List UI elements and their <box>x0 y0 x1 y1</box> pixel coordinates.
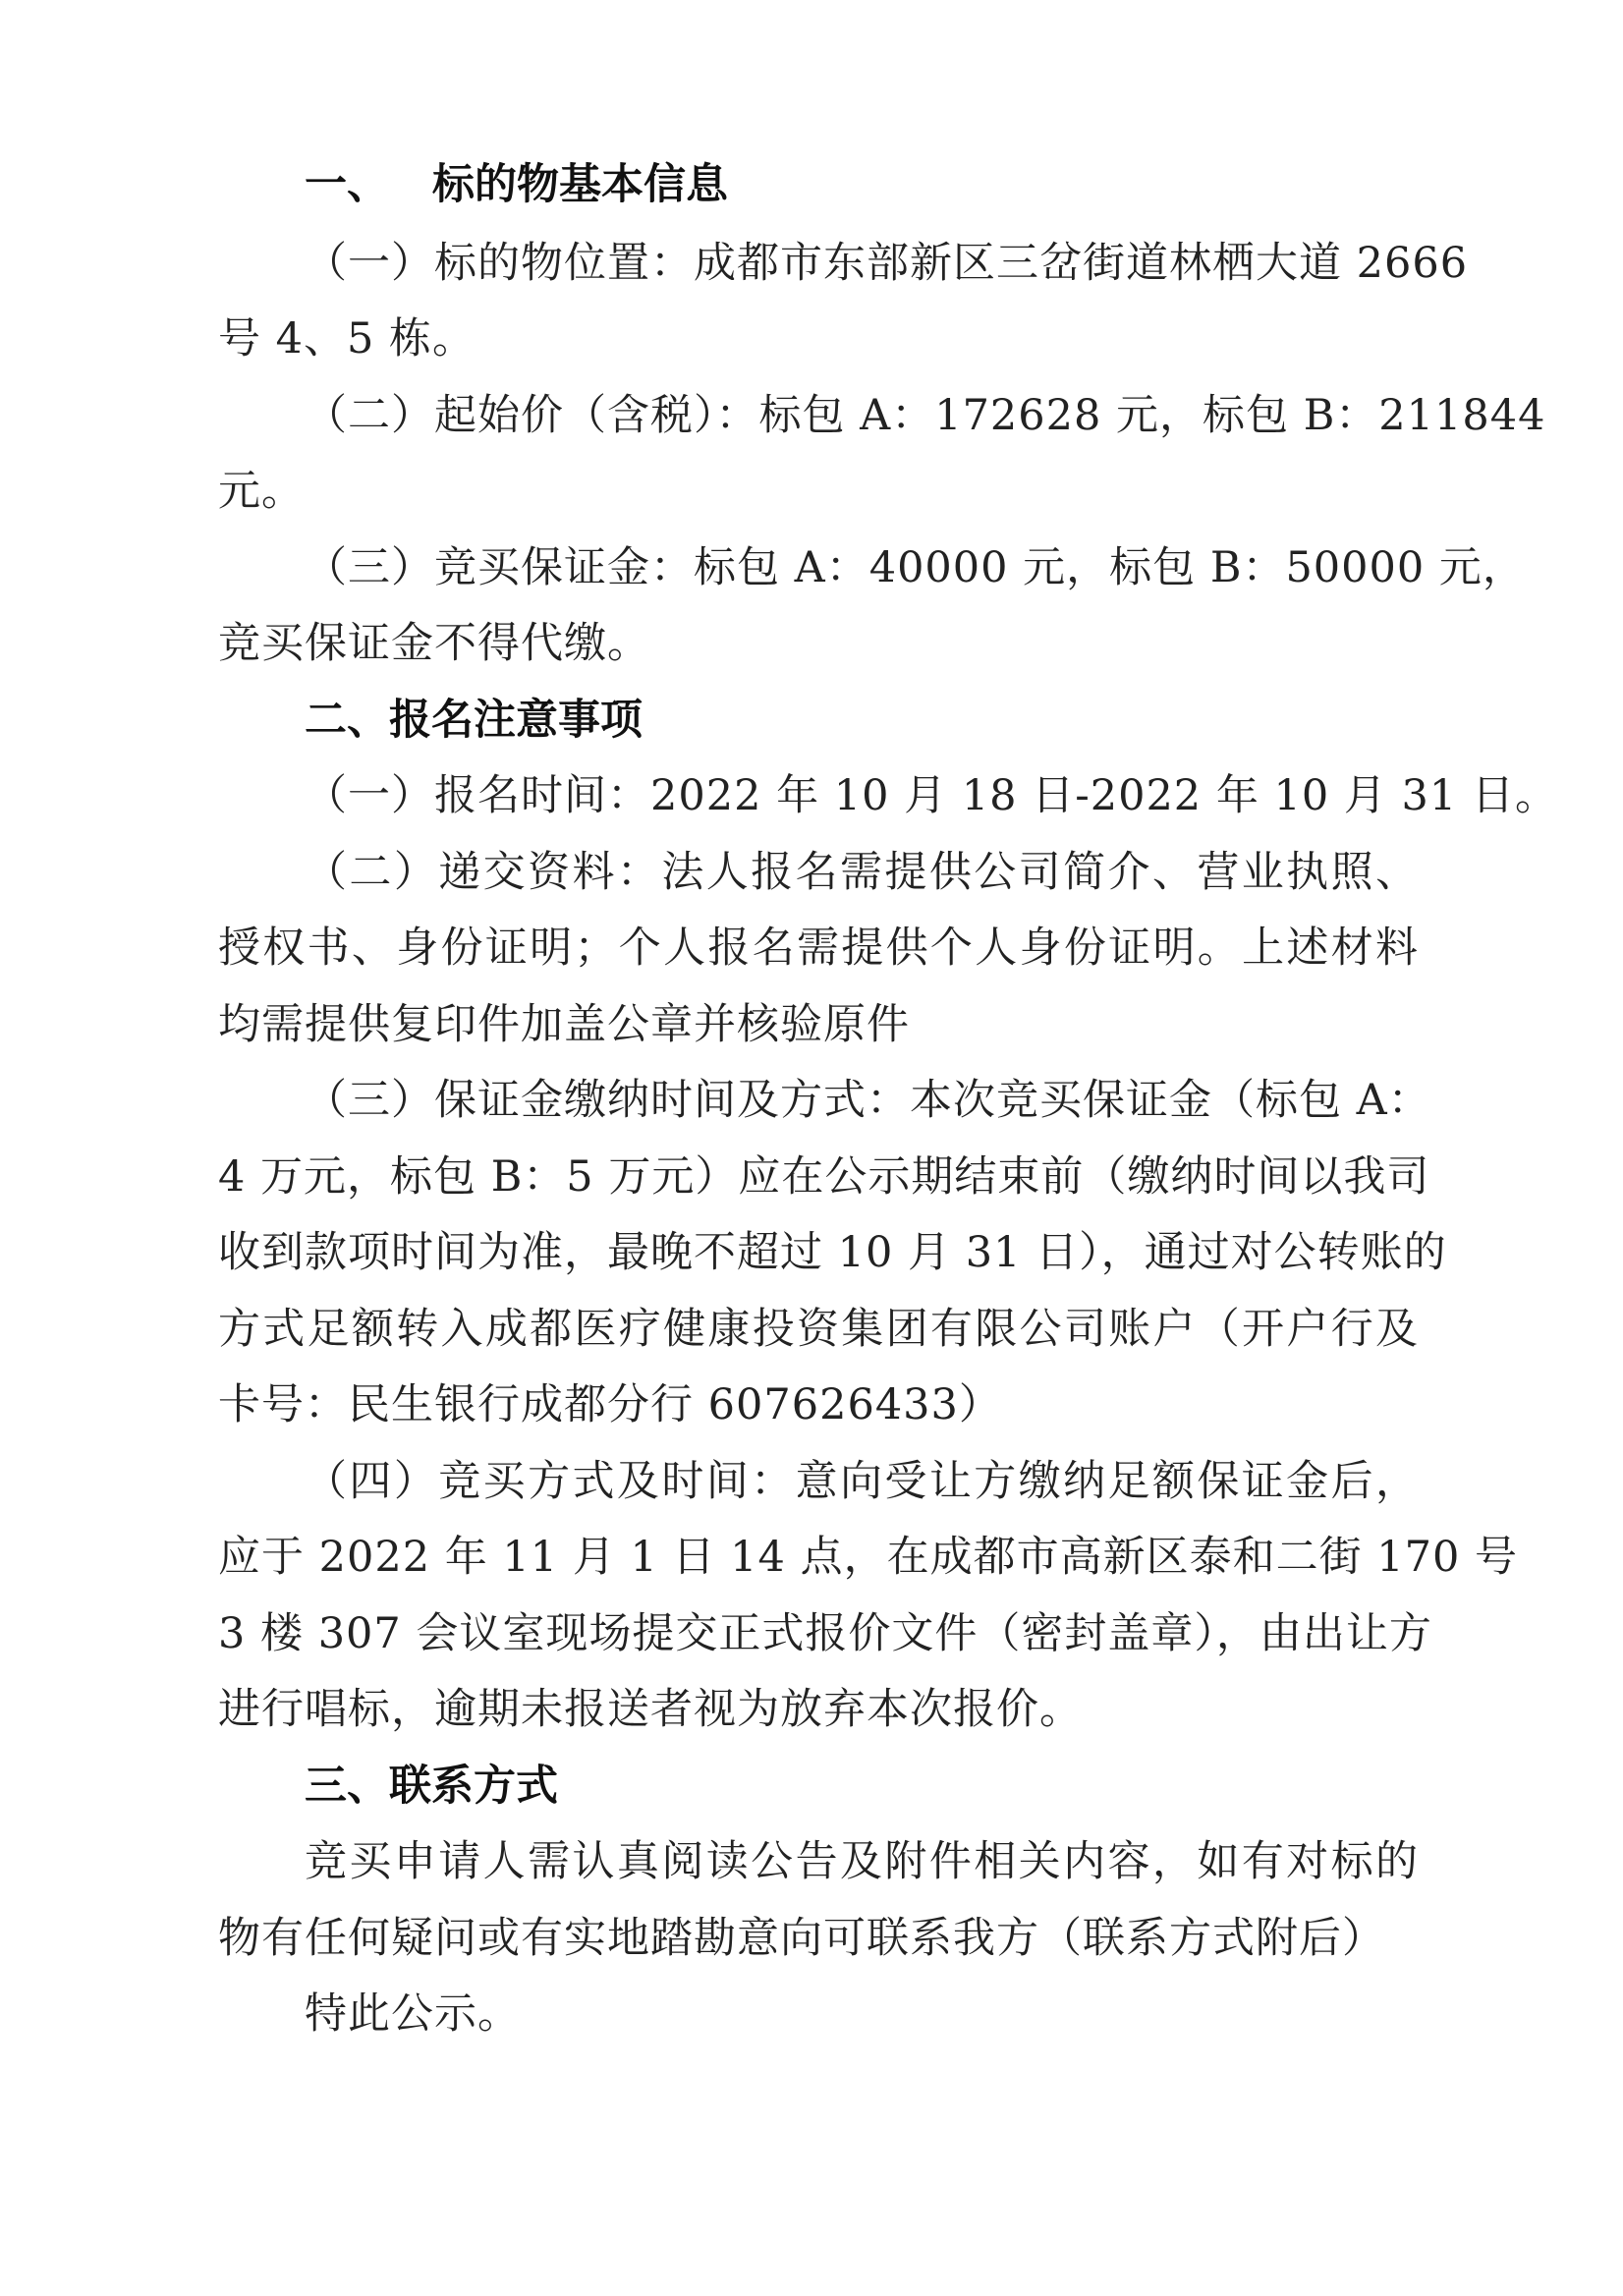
section-2-heading: 二、报名注意事项 <box>305 696 643 745</box>
section-2-item-3-line-4: 方式足额转入成都医疗健康投资集团有限公司账户（开户行及 <box>218 1305 1419 1354</box>
section-3-heading: 三、联系方式 <box>305 1762 558 1811</box>
section-2-item-4-line-3: 3 楼 307 会议室现场提交正式报价文件（密封盖章），由出让方 <box>218 1609 1432 1658</box>
section-2-item-3-line-5: 卡号：民生银行成都分行 607626433） <box>218 1380 1002 1429</box>
section-3-para-line-1: 竞买申请人需认真阅读公告及附件相关内容，如有对标的 <box>305 1837 1419 1886</box>
section-1-item-3-line-2: 竞买保证金不得代缴。 <box>218 619 650 668</box>
section-1-number: 一、 <box>305 160 389 209</box>
section-2-item-4-line-2: 应于 2022 年 11 月 1 日 14 点，在成都市高新区泰和二街 170 号 <box>218 1533 1518 1582</box>
section-2-item-2-line-1: （二）递交资料：法人报名需提供公司简介、营业执照、 <box>305 848 1419 897</box>
section-1-item-3-line-1: （三）竞买保证金：标包 A：40000 元，标包 B：50000 元， <box>305 543 1526 592</box>
section-2-item-2-line-3: 均需提供复印件加盖公章并核验原件 <box>218 1000 910 1049</box>
section-2-item-3-line-1: （三）保证金缴纳时间及方式：本次竞买保证金（标包 A： <box>305 1076 1431 1125</box>
section-1-heading <box>305 146 728 223</box>
section-2-item-1-line-1: （一）报名时间：2022 年 10 月 18 日-2022 年 10 月 31 日。 <box>305 771 1558 820</box>
section-1-item-2-line-2: 元。 <box>218 467 305 516</box>
section-1-title: 标的物基本信息 <box>432 160 728 209</box>
section-2-item-2-line-2: 授权书、身份证明；个人报名需提供个人身份证明。上述材料 <box>218 924 1419 973</box>
section-2-item-3-line-2: 4 万元，标包 B：5 万元）应在公示期结束前（缴纳时间以我司 <box>218 1152 1430 1202</box>
section-1-item-2-line-1: （二）起始价（含税）：标包 A：172628 元，标包 B：211844 <box>305 391 1546 440</box>
section-1-item-1-line-1: （一）标的物位置：成都市东部新区三岔街道林栖大道 2666 <box>305 239 1469 288</box>
section-3-para-line-2: 物有任何疑问或有实地踏勘意向可联系我方（联系方式附后） <box>218 1914 1385 1963</box>
closing-statement: 特此公示。 <box>305 1989 521 2039</box>
section-2-item-4-line-1: （四）竞买方式及时间：意向受让方缴纳足额保证金后， <box>305 1457 1419 1506</box>
section-2-item-3-line-3: 收到款项时间为准，最晚不超过 10 月 31 日），通过对公转账的 <box>218 1228 1447 1277</box>
section-1-item-1-line-2: 号 4、5 栋。 <box>218 314 476 364</box>
section-2-item-4-line-4: 进行唱标，逾期未报送者视为放弃本次报价。 <box>218 1685 1083 1734</box>
